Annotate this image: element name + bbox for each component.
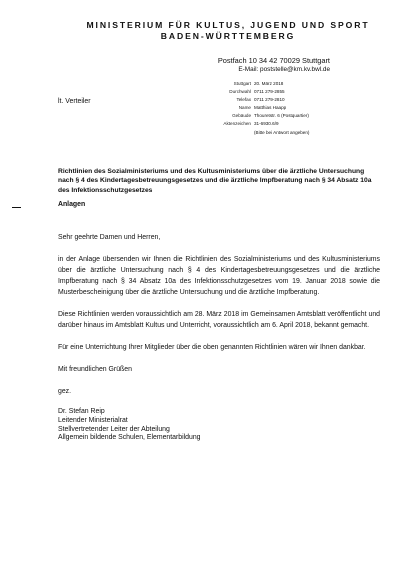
ministry-state: BADEN-WÜRTTEMBERG: [160, 31, 296, 41]
signer-name: Dr. Stefan Reip: [58, 408, 105, 415]
body-paragraph: in der Anlage übersenden wir Ihnen die Richtlinien des Sozialministeriums und des Kultusministeriums über die ärztliche Untersuchung nach § 4 des Kindertagesbetreuungsgesetzes und die ärztliche Impfberatung nach § 34 Absatz 10a des Infektionsschutzgesetzes vom 19. Januar 2018 sowie die Musterbescheinigung über die ärztliche Untersuchung und die ärztliche Impfberatung.: [58, 256, 380, 296]
meta-row: [218, 96, 328, 104]
meta-label: Gebäude: [232, 113, 251, 119]
body-paragraph: Diese Richtlinien werden voraussichtlich am 28. März 2018 im Gemeinsamen Amtsblatt veröffentlicht und darüber hinaus im Amtsblatt Kultus und Unterricht, voraussichtlich am 6. April 2018, bekannt gemacht.: [58, 311, 380, 329]
letter-body: [58, 232, 380, 443]
meta-label: Name: [238, 105, 251, 111]
recipient: lt. Verteiler: [58, 98, 91, 105]
subject-line: Richtlinien des Sozialministeriums und des Kultusministeriums über die ärztliche Untersuchung nach § 4 des Kindertagesbetreuungsgesetzes und die ärztliche Impfberatung nach § 34 Absatz 10a des Infektionsschutzgesetzes: [58, 168, 372, 194]
ministry-header: [58, 20, 398, 42]
meta-value: Thouretstr. 6 (Postquartier): [254, 113, 309, 119]
meta-row: [218, 112, 328, 120]
signer-title: Leitender Ministerialrat: [58, 416, 128, 424]
fold-mark: [12, 207, 21, 208]
meta-row: [218, 104, 328, 112]
sender-address: [150, 56, 330, 74]
meta-value: Matthias Haapp: [254, 105, 287, 111]
meta-label: Stuttgart: [233, 81, 251, 86]
meta-label: Telefax: [236, 97, 251, 103]
signature-block: [58, 408, 380, 443]
body-paragraph: Für eine Unterrichtung Ihrer Mitglieder über die oben genannten Richtlinien wären wir Ihnen dankbar.: [58, 344, 366, 351]
signer-role: Stellvertretender Leiter der Abteilung: [58, 425, 170, 433]
reference-block: [218, 80, 328, 137]
meta-value: 20. März 2018: [254, 81, 284, 86]
email-address: E-Mail: poststelle@km.kv.bwl.de: [238, 66, 330, 73]
meta-value: 0711 279-2810: [254, 97, 285, 103]
signed-marker: gez.: [58, 388, 72, 395]
salutation: Sehr geehrte Damen und Herren,: [58, 234, 161, 241]
reference-note: (Bitte bei Antwort angeben): [254, 129, 310, 135]
postal-address: Postfach 10 34 42 70029 Stuttgart: [217, 56, 330, 65]
meta-label: Durchwahl: [229, 89, 251, 95]
meta-row: [218, 88, 328, 96]
meta-value: 31-6930.6/9: [254, 121, 279, 127]
ministry-name: MINISTERIUM FÜR KULTUS, JUGEND UND SPORT: [86, 20, 370, 30]
closing: Mit freundlichen Grüßen: [58, 366, 132, 373]
signer-department: Allgemein bildende Schulen, Elementarbildung: [58, 434, 201, 442]
attachments-label: Anlagen: [58, 201, 86, 208]
meta-value: 0711 279-2855: [254, 89, 285, 95]
meta-label: Aktenzeichen: [223, 121, 251, 127]
meta-row: [218, 120, 328, 128]
meta-row: [218, 80, 328, 88]
